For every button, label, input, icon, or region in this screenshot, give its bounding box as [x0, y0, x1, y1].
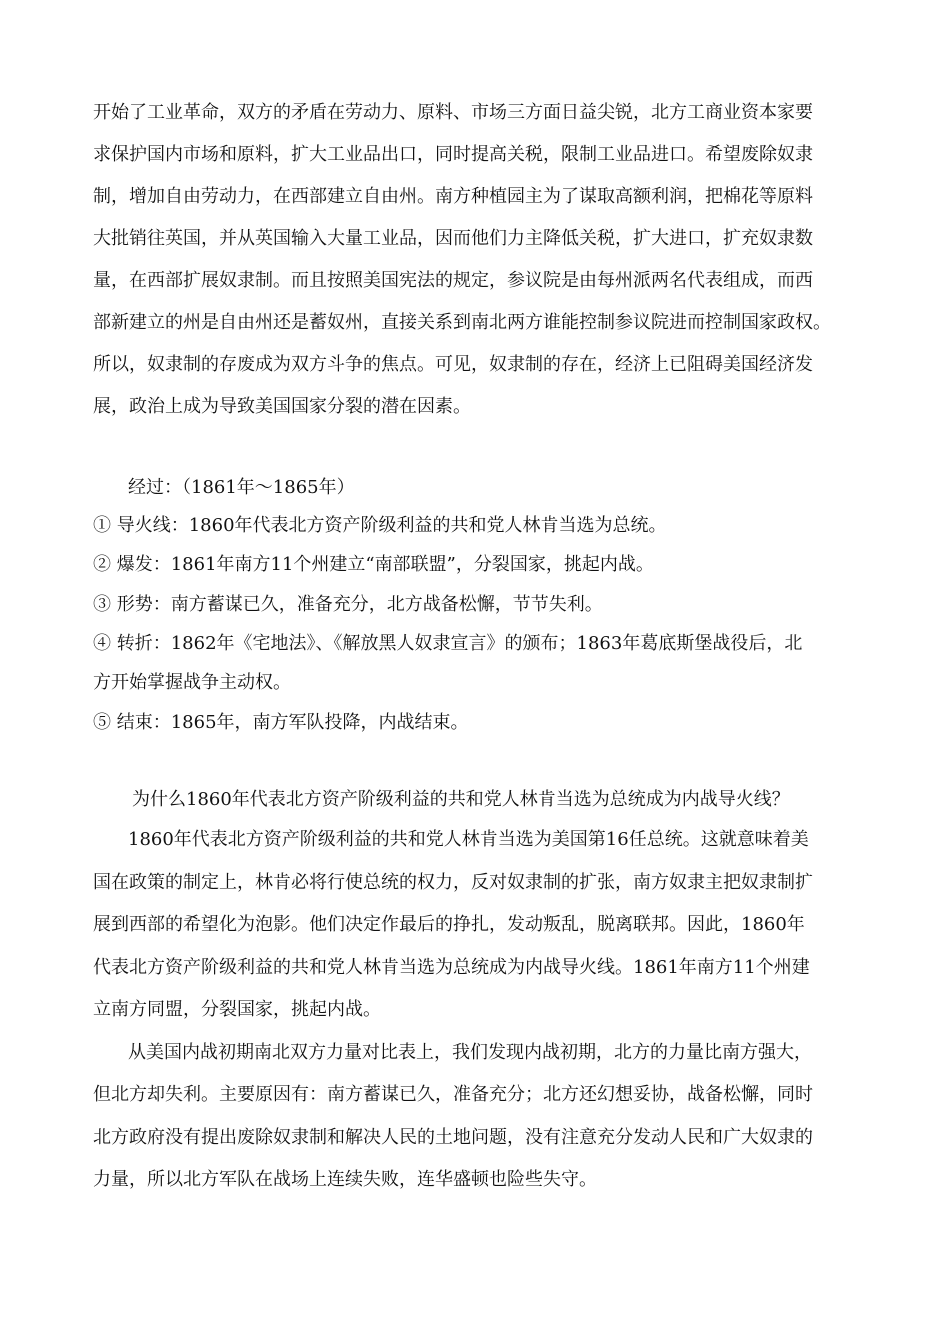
question-text: 为什么1860年代表北方资产阶级利益的共和党人林肯当选为总统成为内战导火线？: [132, 789, 790, 810]
process-item: 方开始掌握战争主动权。: [93, 672, 291, 693]
process-item: ② 爆发：1861年南方11个州建立“南部联盟”，分裂国家，挑起内战。: [93, 554, 654, 575]
paragraph-line: 开始了工业革命，双方的矛盾在劳动力、原料、市场三方面日益尖锐，北方工商业资本家要: [93, 102, 813, 123]
paragraph-line: 部新建立的州是自由州还是蓄奴州，直接关系到南北两方谁能控制参议院进而控制国家政权。: [93, 312, 831, 333]
paragraph-line: 量，在西部扩展奴隶制。而且按照美国宪法的规定，参议院是由每州派两名代表组成，而西: [93, 270, 813, 291]
paragraph-line: 所以，奴隶制的存废成为双方斗争的焦点。可见，奴隶制的存在，经济上已阻碍美国经济发: [93, 354, 813, 375]
process-item: ① 导火线：1860年代表北方资产阶级利益的共和党人林肯当选为总统。: [93, 515, 667, 536]
strength-line: 力量，所以北方军队在战场上连续失败，连华盛顿也险些失守。: [93, 1169, 597, 1190]
strength-line: 但北方却失利。主要原因有：南方蓄谋已久，准备充分；北方还幻想妥协，战备松懈，同时: [93, 1084, 813, 1105]
process-item: ④ 转折：1862年《宅地法》、《解放黑人奴隶宣言》的颁布；1863年葛底斯堡战役后，北: [93, 633, 803, 654]
strength-line: 北方政府没有提出废除奴隶制和解决人民的土地问题，没有注意充分发动人民和广大奴隶的: [93, 1127, 813, 1148]
paragraph-line: 求保护国内市场和原料，扩大工业品出口，同时提高关税，限制工业品进口。希望废除奴隶: [93, 144, 813, 165]
paragraph-line: 制，增加自由劳动力，在西部建立自由州。南方种植园主为了谋取高额利润，把棉花等原料: [93, 186, 813, 207]
strength-line: 从美国内战初期南北双方力量对比表上，我们发现内战初期，北方的力量比南方强大，: [128, 1042, 812, 1063]
process-heading: 经过：（1861年～1865年）: [128, 477, 355, 498]
paragraph-line: 展，政治上成为导致美国国家分裂的潜在因素。: [93, 396, 471, 417]
process-item: ③ 形势：南方蓄谋已久，准备充分，北方战备松懈，节节失利。: [93, 594, 603, 615]
answer-line: 立南方同盟，分裂国家，挑起内战。: [93, 999, 381, 1020]
answer-line: 展到西部的希望化为泡影。他们决定作最后的挣扎，发动叛乱，脱离联邦。因此，1860年: [93, 914, 805, 935]
process-item: ⑤ 结束：1865年，南方军队投降，内战结束。: [93, 712, 469, 733]
answer-line: 1860年代表北方资产阶级利益的共和党人林肯当选为美国第16任总统。这就意味着美: [128, 829, 809, 850]
answer-line: 代表北方资产阶级利益的共和党人林肯当选为总统成为内战导火线。1861年南方11个州建: [93, 957, 810, 978]
answer-line: 国在政策的制定上，林肯必将行使总统的权力，反对奴隶制的扩张，南方奴隶主把奴隶制扩: [93, 872, 813, 893]
paragraph-line: 大批销往英国，并从英国输入大量工业品，因而他们力主降低关税，扩大进口，扩充奴隶数: [93, 228, 813, 249]
